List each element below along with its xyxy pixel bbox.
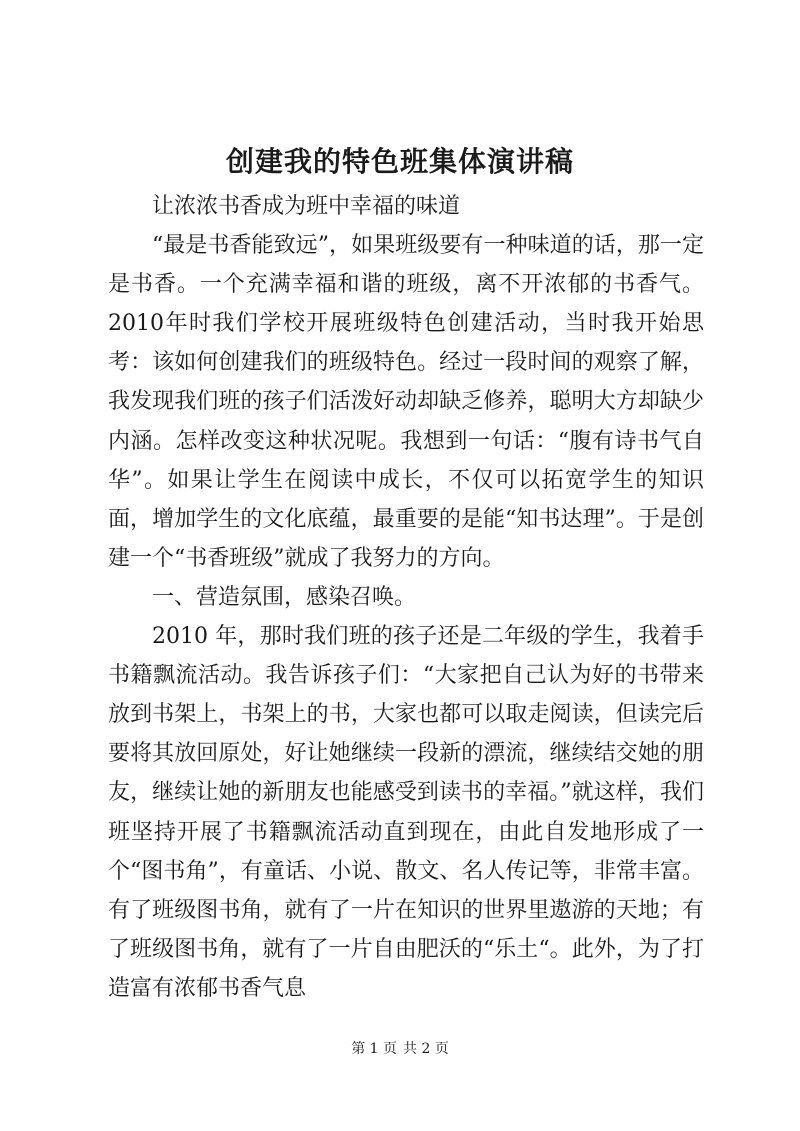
- page-total: 共 2 页: [403, 1041, 449, 1057]
- document-body: [108, 187, 704, 1008]
- body-paragraph: 2010 年，那时我们班的孩子还是二年级的学生，我着手书籍飘流活动。我告诉孩子们：“大家把自己认为好的书带来放到书架上，书架上的书，大家也都可以取走阅读，但读完后要将其放回原处，好让她继续一段新的漂流，继续结交她的朋友，继续让她的新朋友也能感受到读书的幸福。”就这样，我们班坚持开展了书籍飘流活动直到现在，由此自发地形成了一个“图书角”，有童话、小说、散文、名人传记等，非常丰富。有了班级图书角，就有了一片在知识的世界里遨游的天地；有了班级图书角，就有了一片自由肥沃的“乐土“。此外，为了打造富有浓郁书香气息: [108, 624, 704, 1001]
- section-heading: 一、营造氛围，感染召唤。: [152, 584, 417, 610]
- body-paragraph: “最是书香能致远”，如果班级要有一种味道的话，那一定是书香。一个充满幸福和谐的班级，离不开浓郁的书香气。2010年时我们学校开展班级特色创建活动，当时我开始思考：该如何创建我们的班级特色。经过一段时间的观察了解，我发现我们班的孩子们活泼好动却缺乏修养，聪明大方却缺少内涵。怎样改变这种状况呢。我想到一句话：“腹有诗书气自华”。如果让学生在阅读中成长，不仅可以拓宽学生的知识面，增加学生的文化底蕴，最重要的是能“知书达理”。于是创建一个“书香班级”就成了我努力的方向。: [108, 233, 704, 571]
- document-title: 创建我的特色班集体演讲稿: [225, 145, 574, 178]
- page-footer: [0, 1039, 800, 1059]
- page-number: 第 1 页: [351, 1041, 397, 1057]
- subtitle-paragraph: 让浓浓书香成为班中幸福的味道: [152, 194, 461, 219]
